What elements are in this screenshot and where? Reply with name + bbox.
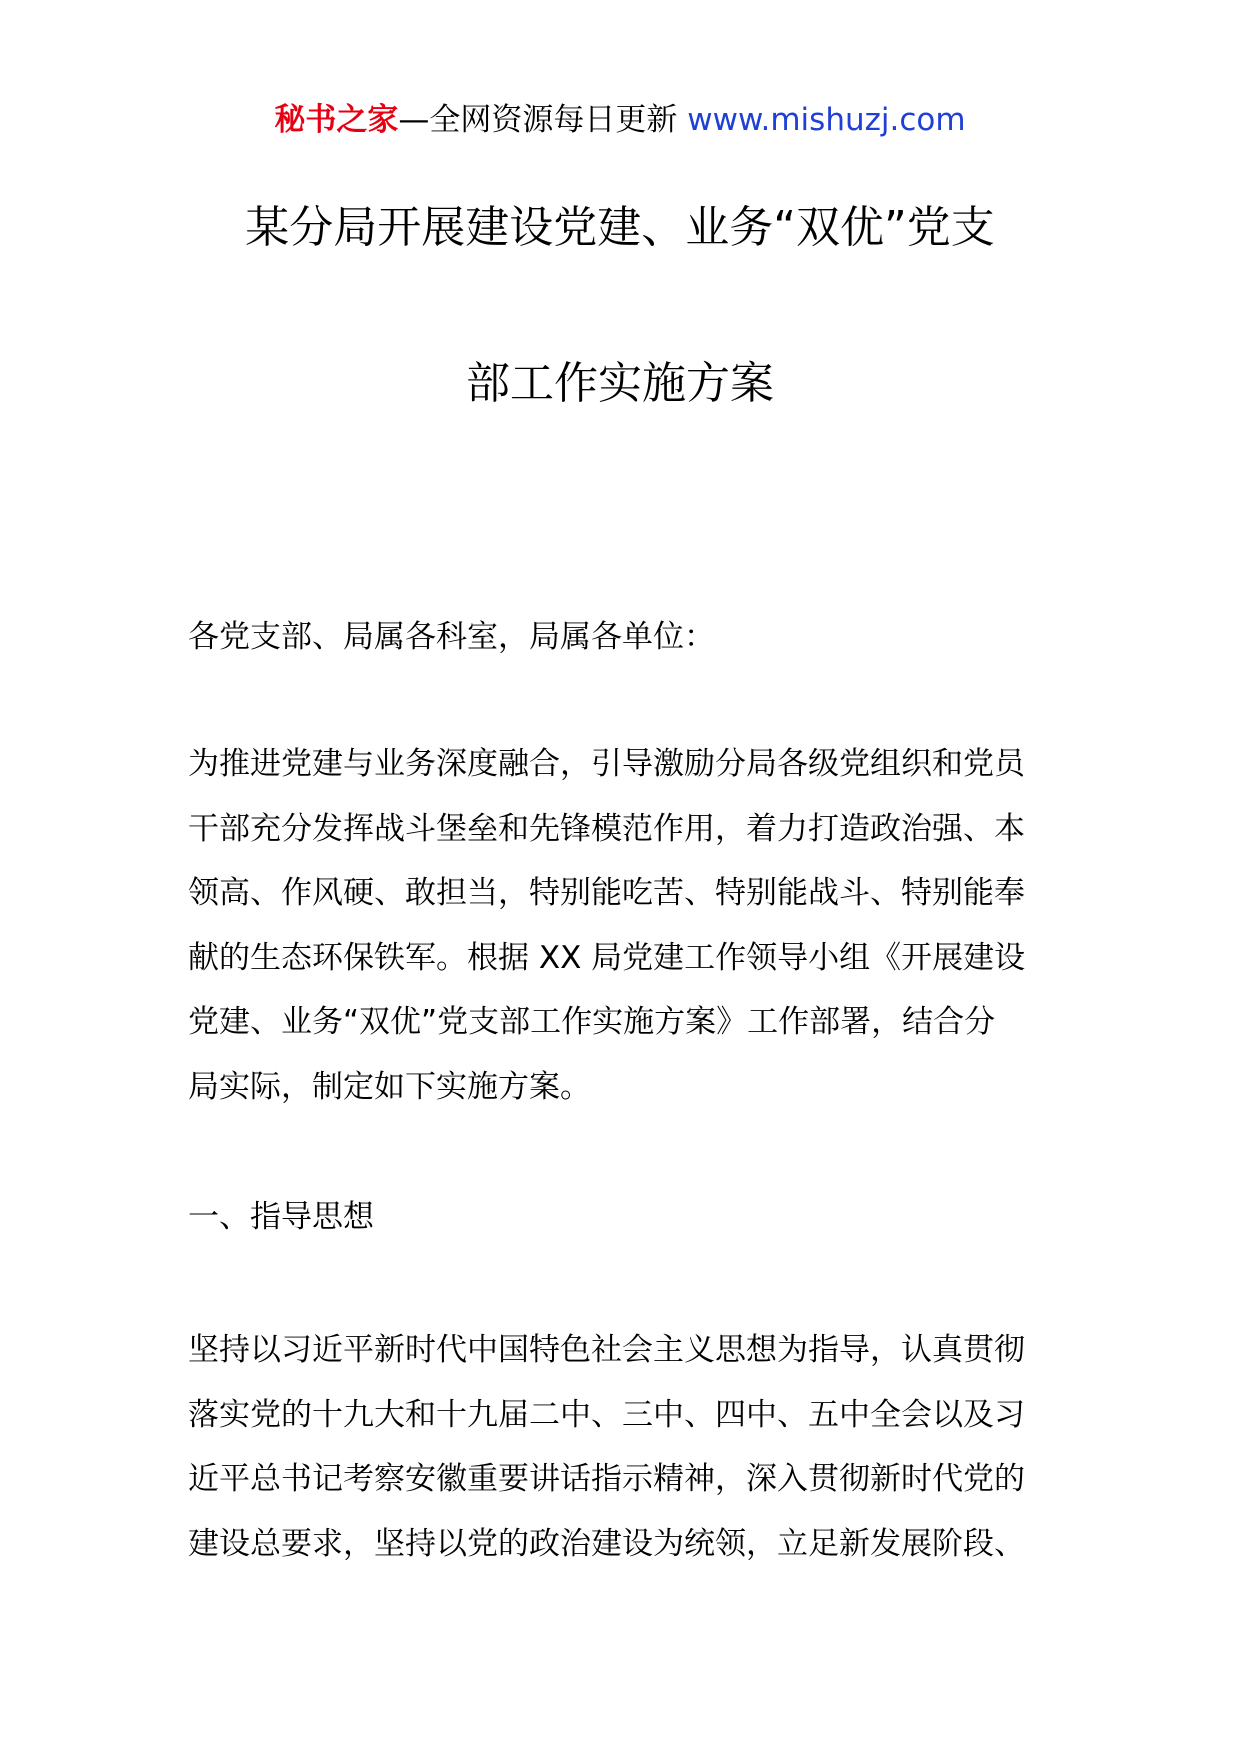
paragraph-line: 领高、作风硬、敢担当，特别能吃苦、特别能战斗、特别能奉: [188, 875, 1025, 911]
paragraph-line: 党建、业务“双优”党支部工作实施方案》工作部署，结合分: [188, 1004, 996, 1040]
paragraph-line: 献的生态环保铁军。根据 XX 局党建工作领导小组《开展建设: [188, 939, 1026, 976]
paragraph-line: 为推进党建与业务深度融合，引导激励分局各级党组织和党员: [188, 746, 1025, 782]
document-title-line-1: 某分局开展建设党建、业务“双优”党支: [245, 202, 995, 253]
paragraph-line: 干部充分发挥战斗堡垒和先锋模范作用，着力打造政治强、本: [188, 810, 1025, 847]
document-title-line-2: 部工作实施方案: [466, 358, 774, 409]
paragraph-line: 局实际，制定如下实施方案。: [188, 1068, 591, 1105]
paragraph-guiding-thought: [188, 1318, 1054, 1576]
site-url-link[interactable]: www.mishuzj.com: [687, 102, 966, 138]
site-slogan: —全网资源每日更新: [398, 102, 678, 138]
site-brand: 秘书之家: [274, 102, 399, 138]
site-header: [0, 100, 1240, 140]
paragraph-line: 坚持以习近平新时代中国特色社会主义思想为指导，认真贯彻: [188, 1332, 1025, 1368]
paragraph-intro: [188, 732, 1054, 1119]
paragraph-line: 落实党的十九大和十九届二中、三中、四中、五中全会以及习: [188, 1396, 1025, 1433]
section-heading: 一、指导思想: [188, 1199, 374, 1235]
salutation: 各党支部、局属各科室，局属各单位：: [188, 619, 715, 655]
paragraph-line: 近平总书记考察安徽重要讲话指示精神，深入贯彻新时代党的: [188, 1461, 1025, 1497]
paragraph-line: 建设总要求，坚持以党的政治建设为统领，立足新发展阶段、: [188, 1525, 1025, 1562]
